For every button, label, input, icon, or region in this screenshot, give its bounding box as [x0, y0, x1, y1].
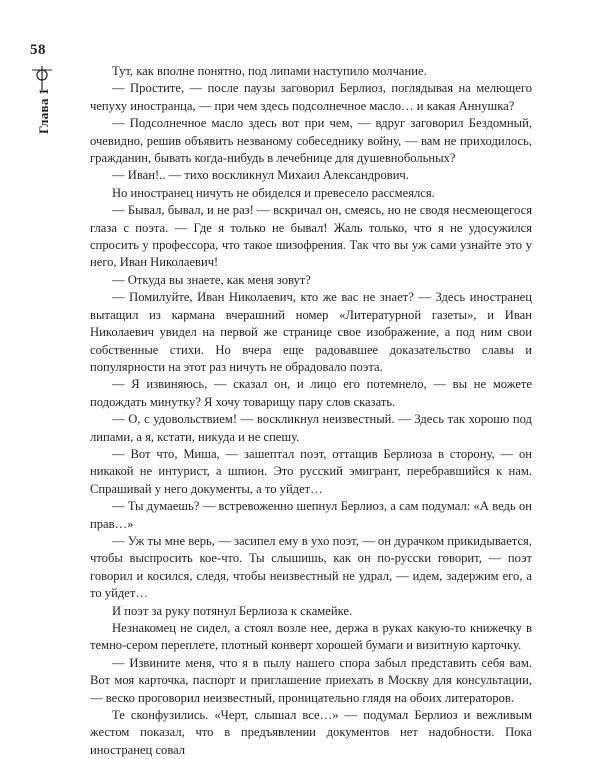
paragraph: И поэт за руку потянул Берлиоза к скамейке. — [112, 603, 353, 618]
paragraph: — Извините меня, что я в пылу нашего спора забыл представить себя вам. Вот моя карточка, паспорт и приглашение приехать в Москву для консультации, — веско проговорил неизвестный, проницательно глядя на обоих литераторов. — [90, 655, 532, 705]
page-number: 58 — [30, 42, 46, 58]
ornament-icon — [32, 66, 52, 90]
paragraph: — Иван!.. — тихо воскликнул Михаил Александрович. — [112, 168, 409, 183]
paragraph: — Бывал, бывал, и не раз! — вскричал он, смеясь, но не сводя несмеющегося глаза с поэта. — Где я только не бывал! Жаль только, что я не удосужился спросить у профессора, что такое шизофрения. Так что вы уж сами узнайте это у него, Иван Николаевич! — [90, 203, 532, 270]
paragraph: — Вот что, Миша, — зашептал поэт, оттащив Берлиоза в сторону, — он никакой не интурист, а шпион. Это русский эмигрант, перебравшийся к нам. Спрашивай у него документы, а то уйдет… — [90, 446, 532, 496]
paragraph: — О, с удовольствием! — воскликнул неизвестный. — Здесь так хорошо под липами, а я, кстати, никуда и не спешу. — [90, 412, 532, 444]
paragraph: — Уж ты мне верь, — засипел ему в ухо поэт, — он дурачком прикидывается, чтобы выспросить кое-что. Ты слышишь, как он по-русски говорит, — поэт говорил и косился, следя, чтобы неизвестный не удрал, — идем, задержим его, а то уйдет… — [90, 533, 532, 601]
paragraph: Незнакомец не сидел, а стоял возле нее, держа в руках какую-то книжечку в темно-сером переплете, плотный конверт хорошей бумаги и визитную карточку. — [90, 621, 532, 653]
paragraph: Тут, как вполне понятно, под липами наступило молчание. — [112, 64, 427, 78]
paragraph: Те сконфузились. «Черт, слышал все…» — подумал Берлиоз и вежливым жестом показал, что в предъявлении документов нет надобности. Пока иностранец совал — [90, 708, 532, 757]
paragraph: — Я извиняюсь, — сказал он, и лицо его потемнело, — вы не можете подождать минутку? Я хочу товарищу пару слов сказать. — [90, 377, 532, 409]
paragraph: — Помилуйте, Иван Николаевич, кто же вас не знает? — Здесь иностранец вытащил из кармана вчерашний номер «Литературной газеты», и Иван Николаевич увидел на первой же странице свое изображение, а под ним свои собственные стихи. Но вчера еще радовавшее доказательство славы и популярности на этот раз ничуть не обрадовало поэта. — [90, 290, 532, 374]
paragraph: — Простите, — после паузы заговорил Берлиоз, поглядывая на мелющего чепуху иностранца, — при чем здесь подсолнечное масло… и какая Аннушка? — [90, 81, 532, 113]
body-text — [90, 63, 532, 759]
paragraph: Но иностранец ничуть не обиделся и превесело рассмеялся. — [112, 185, 435, 200]
paragraph: — Подсолнечное масло здесь вот при чем, — вдруг заговорил Бездомный, очевидно, решив объявить незваному собеседнику войну, — вам не приходилось, гражданин, бывать когда-нибудь в лечебнице для душевнобольных? — [90, 116, 532, 166]
paragraph: — Откуда вы знаете, как меня зовут? — [112, 272, 311, 287]
paragraph: — Ты думаешь? — встревоженно шепнул Берлиоз, а сам подумал: «А ведь он прав…» — [90, 499, 532, 531]
chapter-label: Глава 1 — [36, 88, 51, 134]
